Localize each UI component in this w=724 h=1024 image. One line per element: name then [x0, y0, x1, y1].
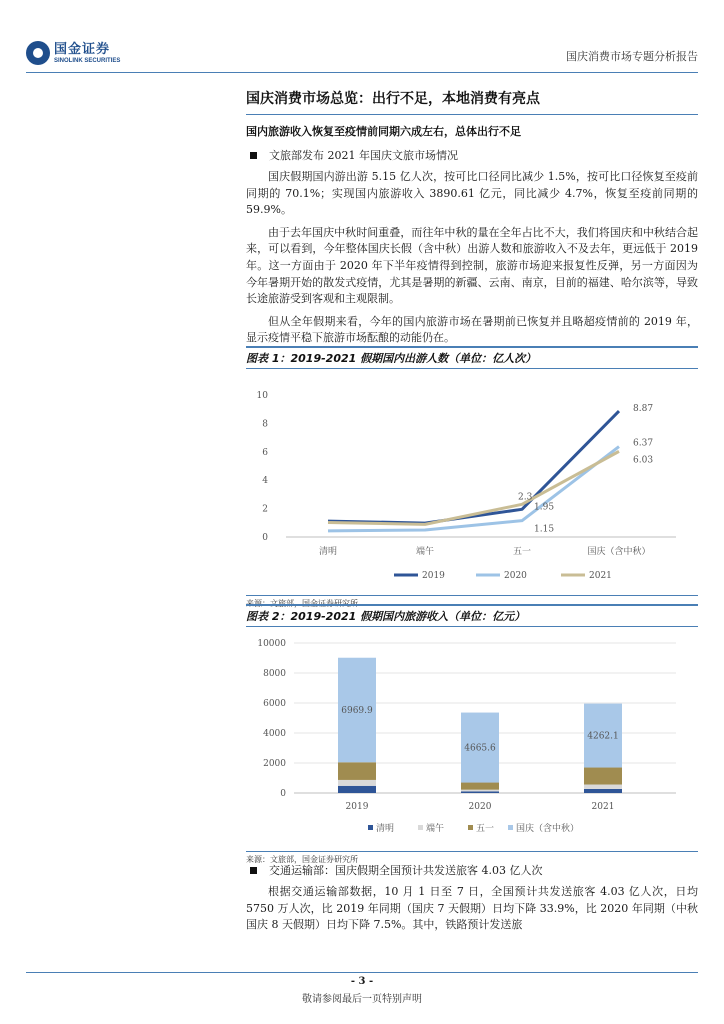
data-label: 6969.9 — [341, 706, 373, 717]
figure-1-title: 图表 1：2019-2021 假期国内出游人数（单位：亿人次） — [246, 346, 698, 369]
y-tick-label: 10000 — [257, 639, 286, 649]
report-title: 国庆消费市场专题分析报告 — [566, 50, 698, 63]
legend-label: 2019 — [422, 571, 445, 581]
data-label: 1.95 — [534, 502, 555, 513]
data-label: 6.37 — [633, 438, 654, 449]
bar-segment-五一 — [461, 783, 499, 790]
x-tick-label: 2021 — [591, 802, 615, 812]
line-chart — [246, 369, 698, 591]
paragraph: 由于去年国庆中秋时间重叠，而往年中秋的量在全年占比不大，我们将国庆和中秋结合起来，可以看到，今年整体国庆长假（含中秋）出游人数和旅游收入不及去年，更远低于 2019 年。这一方面由于 2020 年下半年疫情得到控制，旅游市场迎来报复性反弹，另一方面因为今年暑期开始的散发式疫情，尤其是暑期的新疆、云南、南京，目前的福建、哈尔滨等，导致长途旅游受到客观和主观限制。 — [246, 225, 698, 306]
figure-2-source: 来源：文旅部，国金证券研究所 — [246, 851, 698, 865]
page-number: - 3 - — [350, 976, 374, 987]
bullet-text: 文旅部发布 2021 年国庆文旅市场情况 — [269, 149, 458, 162]
legend-label: 国庆（含中秋） — [516, 824, 580, 834]
y-tick-label: 4 — [262, 476, 268, 487]
header-divider — [26, 72, 698, 73]
bar-segment-清明 — [338, 786, 376, 793]
figure-1-source: 来源：文旅部，国金证券研究所 — [246, 595, 698, 609]
bar-segment-端午 — [584, 785, 622, 789]
square-bullet-icon — [250, 867, 257, 874]
y-tick-label: 2 — [262, 504, 268, 515]
square-bullet-icon — [250, 152, 257, 159]
legend-swatch — [468, 825, 473, 830]
series-line-2020 — [328, 447, 619, 531]
logo-cn-text: 国金证券 — [54, 41, 111, 57]
y-tick-label: 6000 — [263, 699, 286, 709]
x-tick-label: 端午 — [415, 547, 435, 557]
y-tick-label: 0 — [262, 533, 268, 543]
data-label: 4665.6 — [464, 743, 496, 754]
bar-segment-五一 — [338, 762, 376, 780]
x-tick-label: 清明 — [318, 547, 338, 557]
figure-2 — [246, 604, 698, 865]
data-label: 8.87 — [633, 404, 654, 415]
y-tick-label: 2000 — [263, 759, 286, 769]
main-content — [246, 88, 698, 353]
main-content-continued — [246, 862, 698, 940]
bar-segment-五一 — [584, 768, 622, 785]
data-label: 6.03 — [633, 455, 654, 466]
bullet-text: 交通运输部：国庆假期全国预计共发送旅客 4.03 亿人次 — [269, 864, 543, 877]
legend-label: 2021 — [589, 571, 612, 581]
bar-segment-清明 — [584, 789, 622, 793]
paragraph: 国庆假期国内游出游 5.15 亿人次，按可比口径同比减少 1.5%，按可比口径恢复至疫前同期的 70.1%；实现国内旅游收入 3890.61 亿元，同比减少 4.7%，恢复至疫前同期的 59.9%。 — [246, 170, 698, 217]
stacked-bar-chart — [246, 627, 698, 847]
series-line-2019 — [328, 411, 619, 523]
legend-label: 五一 — [476, 824, 495, 834]
legend-label: 清明 — [376, 824, 395, 834]
section-heading: 国庆消费市场总览：出行不足，本地消费有亮点 — [246, 88, 698, 115]
x-tick-label: 五一 — [512, 547, 532, 557]
x-tick-label: 2020 — [468, 802, 492, 812]
y-tick-label: 0 — [280, 789, 286, 799]
legend-label: 端午 — [426, 824, 445, 834]
bullet-item — [246, 147, 698, 163]
y-tick-label: 8000 — [263, 669, 286, 679]
series-line-2021 — [328, 451, 619, 524]
data-label: 2.3 — [518, 492, 533, 503]
page-header — [26, 36, 698, 70]
footer-divider — [26, 972, 698, 973]
y-tick-label: 4000 — [263, 729, 286, 739]
paragraph: 根据交通运输部数据，10 月 1 日至 7 日，全国预计共发送旅客 4.03 亿人次，日均 5750 万人次，比 2019 年同期（国庆 7 天假期）日均下降 33.9%，比 2020 年同期（中秋国庆 8 天假期）日均下降 7.5%。其中，铁路预计发送旅 — [246, 885, 698, 932]
logo-icon — [26, 41, 50, 65]
legend-swatch — [368, 825, 373, 830]
y-tick-label: 10 — [256, 391, 268, 401]
figure-2-title: 图表 2：2019-2021 假期国内旅游收入（单位：亿元） — [246, 604, 698, 627]
bar-segment-清明 — [461, 792, 499, 794]
logo-en-text: SINOLINK SECURITIES — [54, 57, 121, 64]
footer-disclaimer: 敬请参阅最后一页特别声明 — [302, 994, 422, 1005]
bar-segment-端午 — [338, 780, 376, 786]
company-logo — [26, 40, 120, 66]
x-tick-label: 国庆（含中秋） — [587, 547, 651, 557]
paragraph: 但从全年假期来看，今年的国内旅游市场在暑期前已恢复并且略超疫情前的 2019 年，显示疫情平稳下旅游市场酝酿的动能仍在。 — [246, 314, 698, 345]
figure-1 — [246, 346, 698, 609]
legend-swatch — [508, 825, 513, 830]
bullet-item — [246, 862, 698, 878]
data-label: 4262.1 — [587, 731, 619, 742]
x-tick-label: 2019 — [345, 802, 369, 812]
bar-segment-端午 — [461, 790, 499, 792]
section-subheading: 国内旅游收入恢复至疫情前同期六成左右，总体出行不足 — [246, 125, 521, 138]
legend-swatch — [418, 825, 423, 830]
data-label: 1.15 — [534, 524, 555, 535]
y-tick-label: 6 — [262, 447, 268, 458]
y-tick-label: 8 — [262, 419, 268, 430]
legend-label: 2020 — [504, 571, 527, 581]
